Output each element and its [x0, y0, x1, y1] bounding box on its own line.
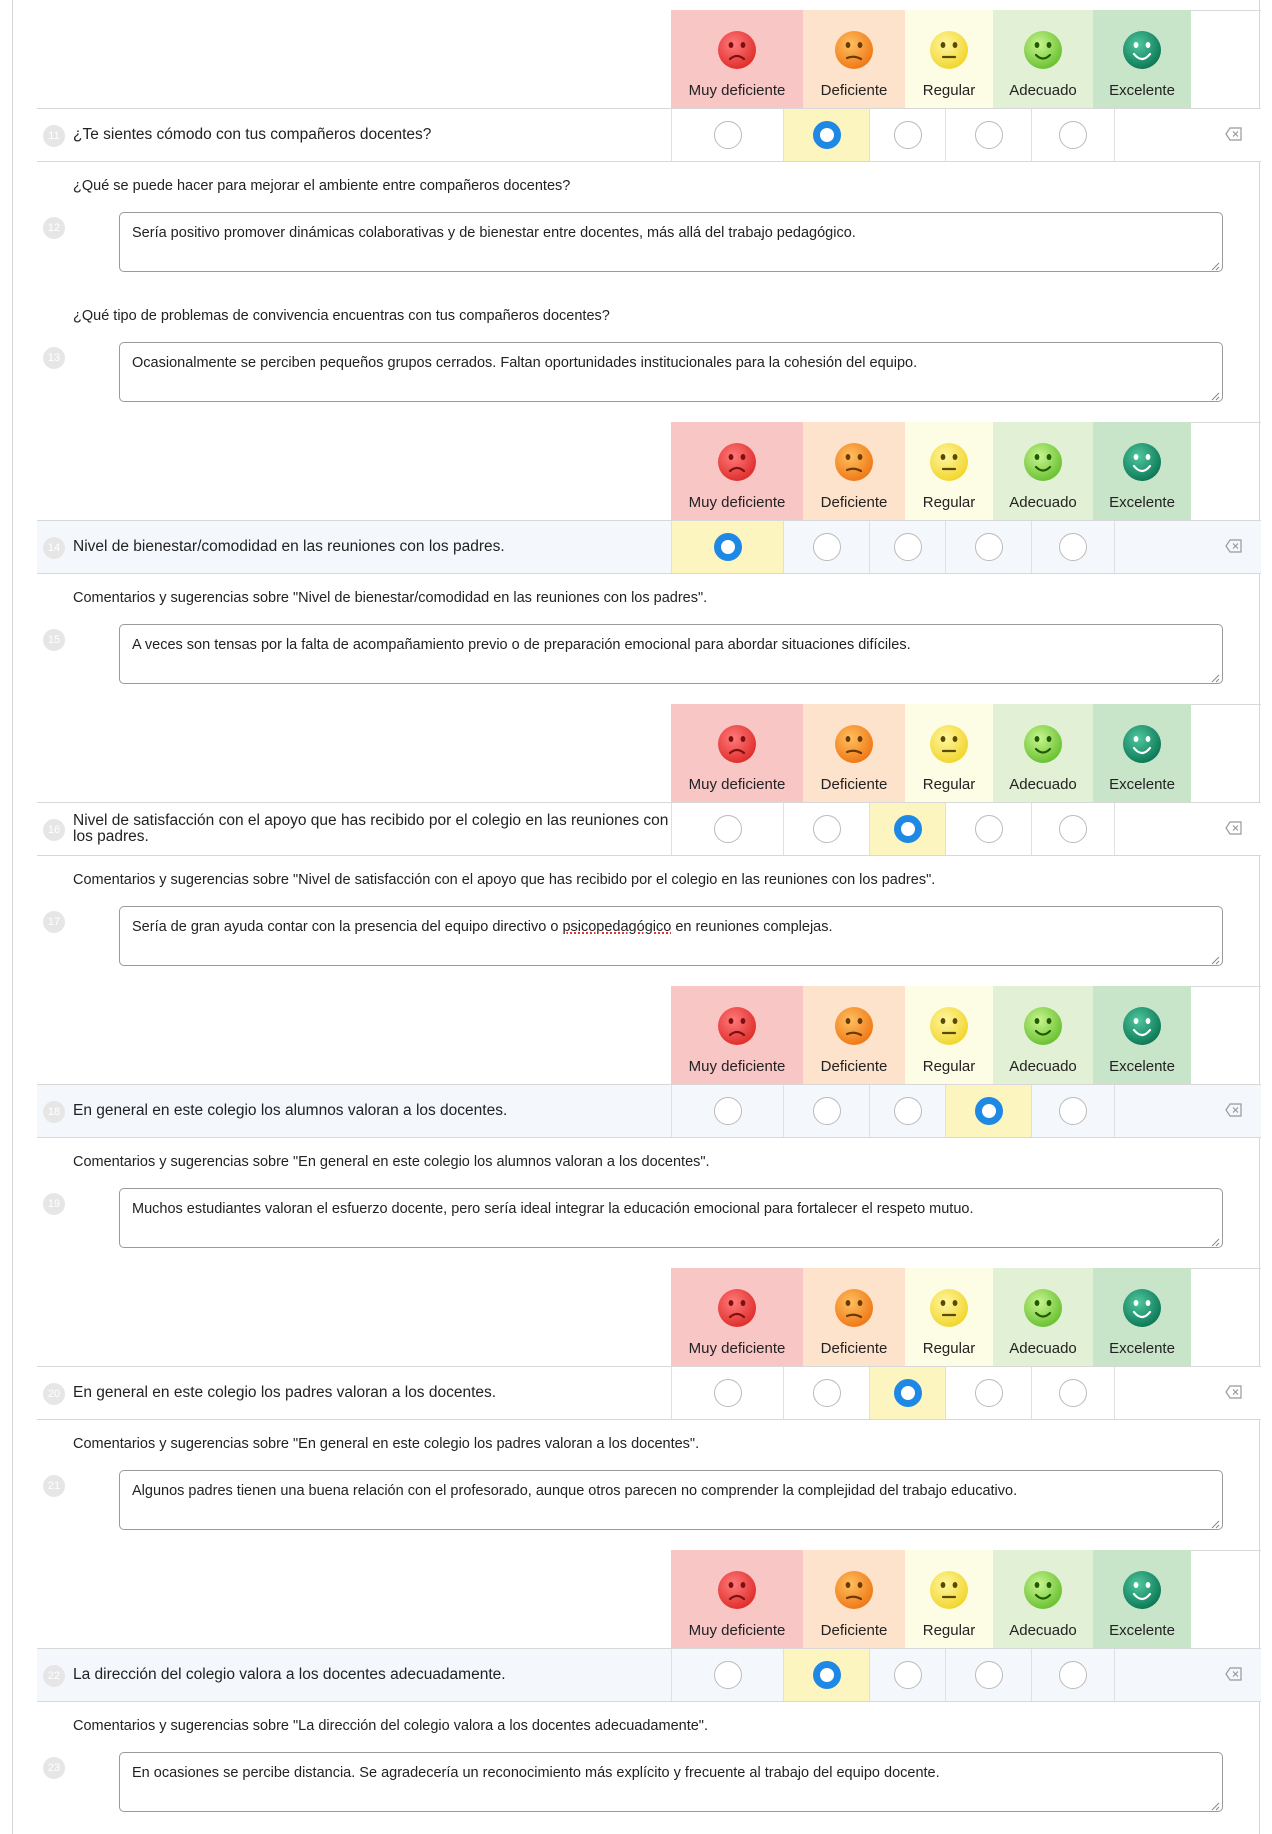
- radio-button[interactable]: [894, 1661, 922, 1689]
- rating-cell-adecuado[interactable]: [945, 1085, 1031, 1137]
- comment-question-label: Comentarios y sugerencias sobre "En general en este colegio los alumnos valoran a los docentes".: [73, 1154, 710, 1170]
- radio-button[interactable]: [714, 1097, 742, 1125]
- question-number: 19: [43, 1193, 65, 1215]
- neutral-face-icon: [927, 440, 971, 484]
- scale-label: Deficiente: [820, 1622, 888, 1639]
- clear-answer-icon[interactable]: [1225, 127, 1243, 141]
- scale-label: Excelente: [1109, 82, 1175, 99]
- comment-question-label: Comentarios y sugerencias sobre "La dirección del colegio valora a los docentes adecuadamente".: [73, 1718, 708, 1734]
- rating-cell-adecuado[interactable]: [945, 521, 1031, 573]
- radio-button[interactable]: [813, 1661, 841, 1689]
- scale-option-excelente: [1093, 1550, 1191, 1650]
- rating-cell-deficiente[interactable]: [783, 1649, 869, 1701]
- scale-label: Excelente: [1109, 1340, 1175, 1357]
- rating-row: [37, 802, 1261, 856]
- scale-option-excelente: [1093, 10, 1191, 110]
- rating-cell-muy-deficiente[interactable]: [671, 803, 783, 855]
- scale-label: Excelente: [1109, 1058, 1175, 1075]
- neutral-face-icon: [927, 1286, 971, 1330]
- rating-cell-deficiente[interactable]: [783, 1367, 869, 1419]
- clear-answer-icon[interactable]: [1225, 1385, 1243, 1399]
- rating-cell-excelente[interactable]: [1031, 803, 1115, 855]
- question-text: En general en este colegio los alumnos valoran a los docentes.: [73, 1102, 508, 1119]
- comment-textarea[interactable]: [119, 906, 1223, 966]
- scale-label: Deficiente: [820, 776, 888, 793]
- radio-button[interactable]: [975, 815, 1003, 843]
- rating-cell-deficiente[interactable]: [783, 1085, 869, 1137]
- neutral-face-icon: [927, 28, 971, 72]
- scale-label: Adecuado: [1009, 494, 1077, 511]
- scale-option-regular: [905, 1268, 993, 1368]
- radio-button[interactable]: [975, 533, 1003, 561]
- scale-option-muy-deficiente: [671, 986, 803, 1086]
- scale-label: Excelente: [1109, 1622, 1175, 1639]
- question-number: 13: [43, 347, 65, 369]
- textarea-value-start: Sería de gran ayuda contar con la presencia del equipo directivo o: [132, 919, 563, 935]
- resize-grip-icon[interactable]: [1210, 389, 1220, 399]
- question-text: Nivel de bienestar/comodidad en las reuniones con los padres.: [73, 538, 505, 555]
- happy-face-icon: [1021, 1568, 1065, 1612]
- scale-option-deficiente: [803, 1550, 905, 1650]
- scale-option-deficiente: [803, 10, 905, 110]
- rating-cell-excelente[interactable]: [1031, 109, 1115, 161]
- comment-textarea[interactable]: [119, 342, 1223, 402]
- clear-answer-icon[interactable]: [1225, 1103, 1243, 1117]
- radio-button[interactable]: [894, 121, 922, 149]
- clear-answer-icon[interactable]: [1225, 1667, 1243, 1681]
- resize-grip-icon[interactable]: [1210, 671, 1220, 681]
- scale-label: Muy deficiente: [688, 1622, 786, 1639]
- scale-option-adecuado: [993, 10, 1093, 110]
- very-sad-face-icon: [715, 28, 759, 72]
- scale-header: [13, 422, 1261, 522]
- scale-option-excelente: [1093, 422, 1191, 522]
- rating-cell-regular[interactable]: [869, 1649, 945, 1701]
- scale-label: Adecuado: [1009, 82, 1077, 99]
- scale-label: Regular: [922, 1340, 976, 1357]
- comment-question-label: ¿Qué se puede hacer para mejorar el ambiente entre compañeros docentes?: [73, 178, 571, 194]
- radio-button[interactable]: [813, 121, 841, 149]
- scale-label: Adecuado: [1009, 1340, 1077, 1357]
- very-sad-face-icon: [715, 440, 759, 484]
- textarea-value: Sería positivo promover dinámicas colaborativas y de bienestar entre docentes, más allá del trabajo pedagógico.: [132, 225, 856, 241]
- rating-cell-regular[interactable]: [869, 109, 945, 161]
- scale-label: Excelente: [1109, 494, 1175, 511]
- resize-grip-icon[interactable]: [1210, 953, 1220, 963]
- scale-option-adecuado: [993, 704, 1093, 804]
- question-number: 15: [43, 629, 65, 651]
- very-sad-face-icon: [715, 722, 759, 766]
- scale-option-deficiente: [803, 1268, 905, 1368]
- rating-cell-adecuado[interactable]: [945, 109, 1031, 161]
- scale-label: Muy deficiente: [688, 1058, 786, 1075]
- happy-face-icon: [1021, 722, 1065, 766]
- scale-header: [13, 1268, 1261, 1368]
- scale-label: Regular: [922, 1058, 976, 1075]
- textarea-value-end: en reuniones complejas.: [671, 919, 833, 935]
- scale-label: Deficiente: [820, 1340, 888, 1357]
- very-sad-face-icon: [715, 1286, 759, 1330]
- spellcheck-flagged-word: psicopedagógico: [562, 919, 672, 935]
- very-happy-face-icon: [1120, 28, 1164, 72]
- radio-button[interactable]: [813, 1097, 841, 1125]
- question-number: 16: [43, 819, 65, 841]
- textarea-value: Algunos padres tienen una buena relación con el profesorado, aunque otros parecen no comprender la complejidad del trabajo educativo.: [132, 1483, 1018, 1499]
- happy-face-icon: [1021, 1004, 1065, 1048]
- radio-button[interactable]: [714, 121, 742, 149]
- scale-option-regular: [905, 704, 993, 804]
- very-sad-face-icon: [715, 1004, 759, 1048]
- rating-cell-adecuado[interactable]: [945, 1649, 1031, 1701]
- rating-cell-excelente[interactable]: [1031, 1649, 1115, 1701]
- scale-option-adecuado: [993, 1550, 1093, 1650]
- rating-row: [37, 1366, 1261, 1420]
- radio-button[interactable]: [975, 1661, 1003, 1689]
- question-number: 21: [43, 1475, 65, 1497]
- sad-face-icon: [832, 1286, 876, 1330]
- scale-option-deficiente: [803, 986, 905, 1086]
- scale-option-muy-deficiente: [671, 704, 803, 804]
- very-happy-face-icon: [1120, 440, 1164, 484]
- scale-label: Muy deficiente: [688, 82, 786, 99]
- radio-button[interactable]: [975, 1097, 1003, 1125]
- textarea-value: Muchos estudiantes valoran el esfuerzo docente, pero sería ideal integrar la educación emocional para fortalecer el respeto mutuo.: [132, 1201, 974, 1217]
- rating-row: [37, 520, 1261, 574]
- rating-cell-muy-deficiente[interactable]: [671, 109, 783, 161]
- scale-option-adecuado: [993, 986, 1093, 1086]
- question-number: 22: [43, 1665, 65, 1687]
- radio-button[interactable]: [813, 533, 841, 561]
- question-number: 14: [43, 537, 65, 559]
- scale-label: Muy deficiente: [688, 776, 786, 793]
- resize-grip-icon[interactable]: [1210, 1799, 1220, 1809]
- scale-label: Adecuado: [1009, 1622, 1077, 1639]
- scale-option-muy-deficiente: [671, 1550, 803, 1650]
- comment-textarea[interactable]: [119, 212, 1223, 272]
- question-number: 18: [43, 1101, 65, 1123]
- radio-button[interactable]: [1059, 1379, 1087, 1407]
- comment-question-label: ¿Qué tipo de problemas de convivencia encuentras con tus compañeros docentes?: [73, 308, 610, 324]
- rating-cell-muy-deficiente[interactable]: [671, 1367, 783, 1419]
- very-happy-face-icon: [1120, 1004, 1164, 1048]
- comment-textarea[interactable]: [119, 1752, 1223, 1812]
- question-number: 17: [43, 911, 65, 933]
- happy-face-icon: [1021, 28, 1065, 72]
- comment-textarea[interactable]: [119, 1470, 1223, 1530]
- scale-label: Deficiente: [820, 82, 888, 99]
- rating-cell-adecuado[interactable]: [945, 803, 1031, 855]
- sad-face-icon: [832, 440, 876, 484]
- radio-button[interactable]: [1059, 533, 1087, 561]
- radio-button[interactable]: [813, 1379, 841, 1407]
- rating-cell-muy-deficiente[interactable]: [671, 1085, 783, 1137]
- scale-option-deficiente: [803, 704, 905, 804]
- radio-button[interactable]: [1059, 121, 1087, 149]
- question-number: 20: [43, 1383, 65, 1405]
- question-text: ¿Te sientes cómodo con tus compañeros docentes?: [73, 126, 432, 143]
- sad-face-icon: [832, 1568, 876, 1612]
- comment-question-label: Comentarios y sugerencias sobre "Nivel de bienestar/comodidad en las reuniones con los padres".: [73, 590, 708, 606]
- radio-button[interactable]: [894, 1097, 922, 1125]
- survey-form: [12, 0, 1260, 1834]
- rating-cell-deficiente[interactable]: [783, 521, 869, 573]
- radio-button[interactable]: [894, 815, 922, 843]
- rating-cell-deficiente[interactable]: [783, 803, 869, 855]
- scale-label: Regular: [922, 776, 976, 793]
- radio-button[interactable]: [1059, 815, 1087, 843]
- question-text: Nivel de satisfacción con el apoyo que has recibido por el colegio en las reuniones con los padres.: [73, 812, 669, 845]
- resize-grip-icon[interactable]: [1210, 1517, 1220, 1527]
- scale-header: [13, 986, 1261, 1086]
- rating-cell-excelente[interactable]: [1031, 521, 1115, 573]
- scale-label: Excelente: [1109, 776, 1175, 793]
- rating-cell-regular[interactable]: [869, 521, 945, 573]
- scale-header: [13, 10, 1261, 110]
- scale-option-excelente: [1093, 704, 1191, 804]
- very-sad-face-icon: [715, 1568, 759, 1612]
- rating-cell-regular[interactable]: [869, 803, 945, 855]
- scale-header: [13, 1550, 1261, 1650]
- comment-question-label: Comentarios y sugerencias sobre "Nivel de satisfacción con el apoyo que has recibido por el colegio en las reuniones con los padres".: [73, 872, 936, 888]
- scale-option-excelente: [1093, 1268, 1191, 1368]
- radio-button[interactable]: [975, 1379, 1003, 1407]
- scale-option-muy-deficiente: [671, 1268, 803, 1368]
- rating-row: [37, 108, 1261, 162]
- radio-button[interactable]: [894, 533, 922, 561]
- sad-face-icon: [832, 722, 876, 766]
- scale-option-muy-deficiente: [671, 10, 803, 110]
- neutral-face-icon: [927, 1004, 971, 1048]
- scale-label: Muy deficiente: [688, 494, 786, 511]
- question-text: En general en este colegio los padres valoran a los docentes.: [73, 1384, 497, 1401]
- rating-cell-excelente[interactable]: [1031, 1367, 1115, 1419]
- rating-cell-regular[interactable]: [869, 1367, 945, 1419]
- scale-label: Muy deficiente: [688, 1340, 786, 1357]
- scale-label: Regular: [922, 494, 976, 511]
- very-happy-face-icon: [1120, 722, 1164, 766]
- scale-label: Regular: [922, 1622, 976, 1639]
- radio-button[interactable]: [714, 533, 742, 561]
- rating-cell-muy-deficiente[interactable]: [671, 521, 783, 573]
- radio-button[interactable]: [714, 815, 742, 843]
- scale-option-excelente: [1093, 986, 1191, 1086]
- textarea-value: En ocasiones se percibe distancia. Se agradecería un reconocimiento más explícito y frecuente al trabajo del equipo docente.: [132, 1765, 940, 1781]
- scale-label: Deficiente: [820, 494, 888, 511]
- sad-face-icon: [832, 1004, 876, 1048]
- scale-header: [13, 704, 1261, 804]
- scale-label: Adecuado: [1009, 1058, 1077, 1075]
- textarea-value: A veces son tensas por la falta de acompañamiento previo o de preparación emocional para abordar situaciones difíciles.: [132, 637, 911, 653]
- neutral-face-icon: [927, 1568, 971, 1612]
- textarea-value: Ocasionalmente se perciben pequeños grupos cerrados. Faltan oportunidades institucionales para la cohesión del equipo.: [132, 355, 918, 371]
- neutral-face-icon: [927, 722, 971, 766]
- scale-option-muy-deficiente: [671, 422, 803, 522]
- scale-label: Regular: [922, 82, 976, 99]
- scale-option-deficiente: [803, 422, 905, 522]
- question-number: 11: [43, 125, 65, 147]
- question-number: 23: [43, 1757, 65, 1779]
- radio-button[interactable]: [1059, 1097, 1087, 1125]
- scale-option-regular: [905, 1550, 993, 1650]
- resize-grip-icon[interactable]: [1210, 1235, 1220, 1245]
- rating-cell-adecuado[interactable]: [945, 1367, 1031, 1419]
- scale-option-regular: [905, 10, 993, 110]
- radio-button[interactable]: [813, 815, 841, 843]
- comment-question-label: Comentarios y sugerencias sobre "En general en este colegio los padres valoran a los docentes".: [73, 1436, 700, 1452]
- happy-face-icon: [1021, 440, 1065, 484]
- radio-button[interactable]: [714, 1379, 742, 1407]
- scale-option-adecuado: [993, 422, 1093, 522]
- rating-cell-regular[interactable]: [869, 1085, 945, 1137]
- rating-row: [37, 1084, 1261, 1138]
- clear-answer-icon[interactable]: [1225, 539, 1243, 553]
- happy-face-icon: [1021, 1286, 1065, 1330]
- sad-face-icon: [832, 28, 876, 72]
- comment-textarea[interactable]: [119, 624, 1223, 684]
- rating-cell-deficiente[interactable]: [783, 109, 869, 161]
- scale-option-regular: [905, 986, 993, 1086]
- very-happy-face-icon: [1120, 1286, 1164, 1330]
- scale-option-regular: [905, 422, 993, 522]
- scale-option-adecuado: [993, 1268, 1093, 1368]
- radio-button[interactable]: [714, 1661, 742, 1689]
- very-happy-face-icon: [1120, 1568, 1164, 1612]
- rating-cell-muy-deficiente[interactable]: [671, 1649, 783, 1701]
- question-text: La dirección del colegio valora a los docentes adecuadamente.: [73, 1666, 506, 1683]
- scale-label: Deficiente: [820, 1058, 888, 1075]
- radio-button[interactable]: [1059, 1661, 1087, 1689]
- rating-row: [37, 1648, 1261, 1702]
- radio-button[interactable]: [894, 1379, 922, 1407]
- clear-answer-icon[interactable]: [1225, 821, 1243, 835]
- question-number: 12: [43, 217, 65, 239]
- comment-textarea[interactable]: [119, 1188, 1223, 1248]
- rating-cell-excelente[interactable]: [1031, 1085, 1115, 1137]
- scale-label: Adecuado: [1009, 776, 1077, 793]
- radio-button[interactable]: [975, 121, 1003, 149]
- resize-grip-icon[interactable]: [1210, 259, 1220, 269]
